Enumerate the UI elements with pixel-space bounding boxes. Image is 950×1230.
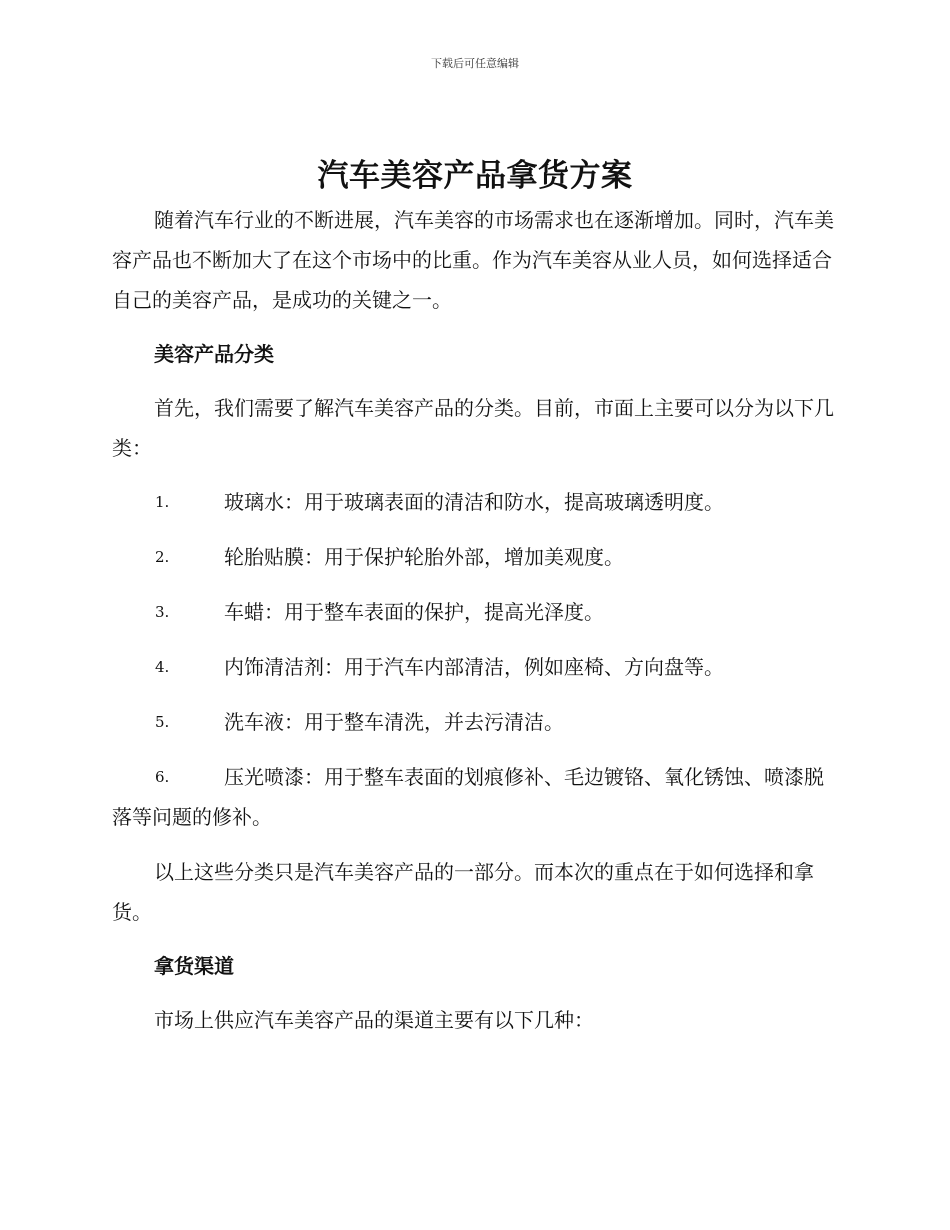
list-item-number: 4. [155,658,170,676]
categories-lead-paragraph: 首先，我们需要了解汽车美容产品的分类。目前，市面上主要可以分为以下几类： [112,396,834,460]
list-item-number: 1. [155,493,170,511]
list-item-text: 洗车液：用于整车清洗，并去污清洁。 [224,710,564,734]
list-item [112,592,834,632]
section-heading-product-categories: 美容产品分类 [154,342,274,366]
header-note: 下载后可任意编辑 [431,57,519,70]
list-item-text: 内饰清洁剂：用于汽车内部清洁，例如座椅、方向盘等。 [224,655,724,679]
channels-lead-paragraph: 市场上供应汽车美容产品的渠道主要有以下几种： [154,1008,594,1032]
list-item-text: 压光喷漆：用于整车表面的划痕修补、毛边镀铬、氧化锈蚀、喷漆脱落等问题的修补。 [112,765,824,829]
document-body [112,200,834,1040]
list-item-number: 3. [155,603,170,621]
list-item-text: 玻璃水：用于玻璃表面的清洁和防水，提高玻璃透明度。 [224,490,724,514]
list-item [112,647,834,687]
list-item [112,702,834,742]
section-heading-sourcing-channels: 拿货渠道 [154,954,234,978]
list-item-text: 车蜡：用于整车表面的保护，提高光泽度。 [224,600,604,624]
list-item-number: 5. [155,713,170,731]
categories-summary-paragraph: 以上这些分类只是汽车美容产品的一部分。而本次的重点在于如何选择和拿货。 [112,860,814,924]
list-item [112,757,834,837]
list-item [112,482,834,522]
list-item-text: 轮胎贴膜：用于保护轮胎外部，增加美观度。 [224,545,624,569]
list-item [112,537,834,577]
intro-paragraph: 随着汽车行业的不断进展，汽车美容的市场需求也在逐渐增加。同时，汽车美容产品也不断加大了在这个市场中的比重。作为汽车美容从业人员，如何选择适合自己的美容产品，是成功的关键之一。 [112,208,834,312]
list-item-number: 2. [155,548,170,566]
document-title: 汽车美容产品拿货方案 [317,158,633,194]
list-item-number: 6. [155,768,170,786]
category-list [112,482,834,837]
